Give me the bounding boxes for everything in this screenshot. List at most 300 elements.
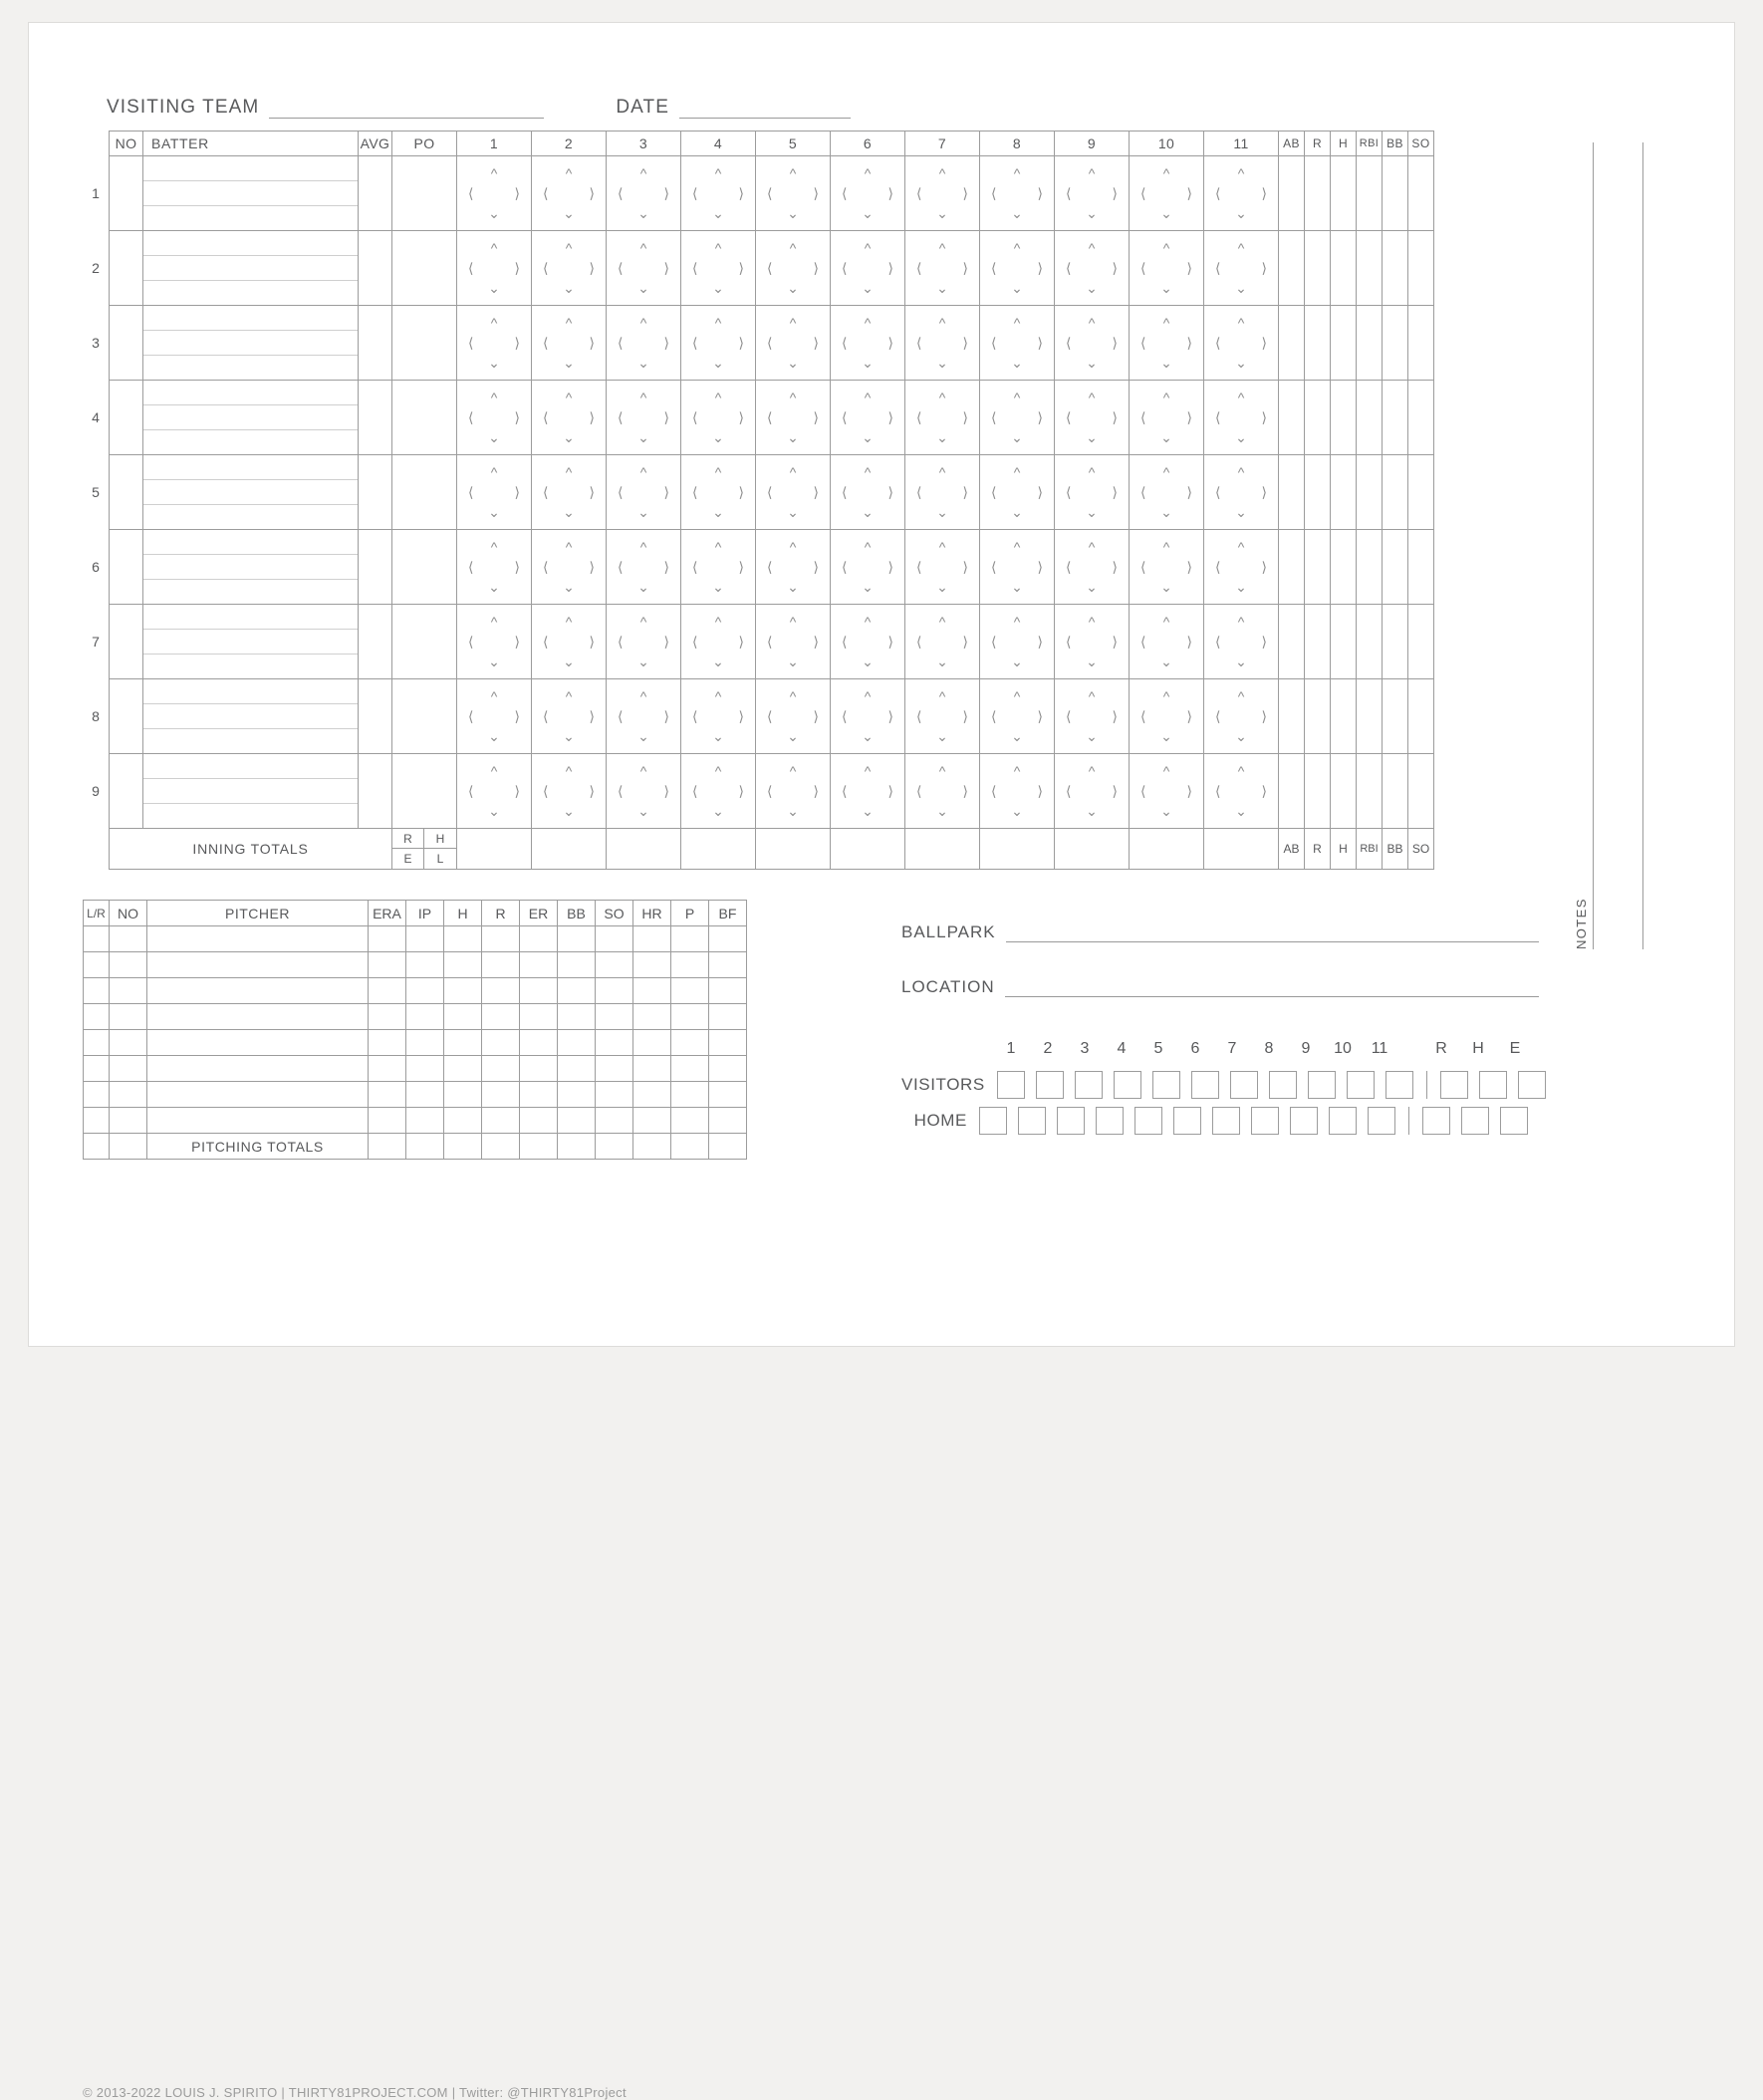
pitching-cell-r[interactable] [482,1082,520,1108]
batter-name-cell[interactable] [143,605,359,679]
diamond-cell-inning-5[interactable] [756,679,831,754]
batter-stat-ab-cell[interactable] [1279,605,1305,679]
batter-stat-ab-cell[interactable] [1279,455,1305,530]
batter-stat-r-cell[interactable] [1305,605,1331,679]
diamond-cell-inning-6[interactable] [831,156,905,231]
pitching-cell-pitcher[interactable] [147,1056,369,1082]
diamond-cell-inning-8[interactable] [980,306,1055,381]
linescore-visitors-inning-6[interactable] [1191,1071,1219,1099]
batter-po-cell[interactable] [392,530,457,605]
pitching-cell-l-r[interactable] [84,1108,110,1134]
diamond-cell-inning-8[interactable] [980,156,1055,231]
batter-name-cell[interactable] [143,754,359,829]
pitching-cell-bf[interactable] [709,978,747,1004]
pitching-cell-hr[interactable] [633,952,671,978]
batter-stat-so-cell[interactable] [1408,231,1434,306]
pitching-cell-p[interactable] [671,1004,709,1030]
batter-stat-bb-cell[interactable] [1383,530,1408,605]
linescore-visitors-inning-7[interactable] [1230,1071,1258,1099]
diamond-cell-inning-6[interactable] [831,530,905,605]
diamond-cell-inning-1[interactable] [457,156,532,231]
diamond-cell-inning-7[interactable] [905,605,980,679]
batter-stat-r-cell[interactable] [1305,679,1331,754]
diamond-cell-inning-1[interactable] [457,306,532,381]
batter-name-cell[interactable] [143,306,359,381]
batter-stat-ab-cell[interactable] [1279,381,1305,455]
batter-stat-ab-cell[interactable] [1279,306,1305,381]
pitching-cell-so[interactable] [596,1004,633,1030]
pitching-cell-h[interactable] [444,1082,482,1108]
batter-stat-rbi-cell[interactable] [1357,754,1383,829]
pt-ip[interactable] [406,1134,444,1160]
pitching-cell-ip[interactable] [406,1056,444,1082]
pitching-cell-no[interactable] [110,926,147,952]
diamond-cell-inning-7[interactable] [905,679,980,754]
linescore-home-inning-5[interactable] [1134,1107,1162,1135]
diamond-cell-inning-9[interactable] [1055,231,1130,306]
pitching-cell-hr[interactable] [633,926,671,952]
diamond-cell-inning-10[interactable] [1130,679,1204,754]
pitching-cell-h[interactable] [444,952,482,978]
batter-stat-r-cell[interactable] [1305,306,1331,381]
diamond-cell-inning-8[interactable] [980,231,1055,306]
pitching-cell-era[interactable] [369,1056,406,1082]
diamond-cell-inning-3[interactable] [607,754,681,829]
pitching-cell-hr[interactable] [633,1056,671,1082]
pt-bf[interactable] [709,1134,747,1160]
pitching-cell-hr[interactable] [633,1004,671,1030]
diamond-cell-inning-8[interactable] [980,455,1055,530]
pitching-cell-so[interactable] [596,952,633,978]
batter-avg-cell[interactable] [359,679,392,754]
linescore-visitors-result-1[interactable] [1440,1071,1468,1099]
batter-no-cell[interactable] [110,605,143,679]
batter-stat-h-cell[interactable] [1331,156,1357,231]
diamond-cell-inning-5[interactable] [756,605,831,679]
batter-avg-cell[interactable] [359,605,392,679]
pitching-cell-h[interactable] [444,926,482,952]
pitching-cell-bf[interactable] [709,926,747,952]
linescore-home-result-3[interactable] [1500,1107,1528,1135]
pitching-cell-era[interactable] [369,1108,406,1134]
linescore-home-inning-6[interactable] [1173,1107,1201,1135]
batter-stat-rbi-cell[interactable] [1357,679,1383,754]
batter-avg-cell[interactable] [359,156,392,231]
pitching-cell-era[interactable] [369,978,406,1004]
pitching-cell-bb[interactable] [558,1056,596,1082]
diamond-cell-inning-9[interactable] [1055,605,1130,679]
pitching-cell-bb[interactable] [558,926,596,952]
linescore-visitors-inning-11[interactable] [1385,1071,1413,1099]
diamond-cell-inning-11[interactable] [1204,381,1279,455]
diamond-cell-inning-2[interactable] [532,455,607,530]
pt-er[interactable] [520,1134,558,1160]
pitching-cell-pitcher[interactable] [147,1108,369,1134]
batter-stat-r-cell[interactable] [1305,754,1331,829]
diamond-cell-inning-8[interactable] [980,530,1055,605]
diamond-cell-inning-9[interactable] [1055,455,1130,530]
pitching-cell-l-r[interactable] [84,1004,110,1030]
pitching-cell-no[interactable] [110,952,147,978]
batter-stat-rbi-cell[interactable] [1357,605,1383,679]
pitching-cell-h[interactable] [444,1030,482,1056]
pitching-cell-bb[interactable] [558,1030,596,1056]
diamond-cell-inning-9[interactable] [1055,381,1130,455]
totals-inning-9[interactable] [1055,829,1130,870]
pitching-cell-er[interactable] [520,978,558,1004]
diamond-cell-inning-11[interactable] [1204,605,1279,679]
pitching-cell-era[interactable] [369,1082,406,1108]
linescore-home-inning-4[interactable] [1096,1107,1124,1135]
pitching-cell-so[interactable] [596,1056,633,1082]
linescore-visitors-inning-4[interactable] [1114,1071,1141,1099]
batter-stat-ab-cell[interactable] [1279,530,1305,605]
pitching-cell-hr[interactable] [633,1030,671,1056]
batter-name-cell[interactable] [143,530,359,605]
diamond-cell-inning-7[interactable] [905,306,980,381]
totals-inning-11[interactable] [1204,829,1279,870]
linescore-home-inning-1[interactable] [979,1107,1007,1135]
batter-stat-so-cell[interactable] [1408,381,1434,455]
pt-p[interactable] [671,1134,709,1160]
pitching-cell-er[interactable] [520,1004,558,1030]
pitching-cell-no[interactable] [110,1030,147,1056]
diamond-cell-inning-8[interactable] [980,679,1055,754]
pitching-cell-so[interactable] [596,1082,633,1108]
batter-avg-cell[interactable] [359,530,392,605]
diamond-cell-inning-5[interactable] [756,530,831,605]
batter-stat-bb-cell[interactable] [1383,754,1408,829]
pitching-cell-ip[interactable] [406,1108,444,1134]
batter-stat-so-cell[interactable] [1408,605,1434,679]
batter-stat-ab-cell[interactable] [1279,679,1305,754]
diamond-cell-inning-6[interactable] [831,605,905,679]
linescore-visitors-inning-5[interactable] [1152,1071,1180,1099]
batter-stat-h-cell[interactable] [1331,231,1357,306]
batter-po-cell[interactable] [392,381,457,455]
linescore-home-inning-8[interactable] [1251,1107,1279,1135]
pitching-cell-so[interactable] [596,926,633,952]
pitching-cell-r[interactable] [482,1030,520,1056]
diamond-cell-inning-1[interactable] [457,754,532,829]
pitching-cell-l-r[interactable] [84,1056,110,1082]
batter-stat-so-cell[interactable] [1408,679,1434,754]
batter-stat-bb-cell[interactable] [1383,605,1408,679]
batter-name-cell[interactable] [143,156,359,231]
batter-stat-r-cell[interactable] [1305,530,1331,605]
diamond-cell-inning-2[interactable] [532,381,607,455]
linescore-visitors-inning-1[interactable] [997,1071,1025,1099]
diamond-cell-inning-1[interactable] [457,381,532,455]
linescore-visitors-inning-8[interactable] [1269,1071,1297,1099]
diamond-cell-inning-8[interactable] [980,381,1055,455]
diamond-cell-inning-11[interactable] [1204,156,1279,231]
pitching-cell-l-r[interactable] [84,978,110,1004]
linescore-visitors-inning-3[interactable] [1075,1071,1103,1099]
batter-stat-bb-cell[interactable] [1383,231,1408,306]
diamond-cell-inning-5[interactable] [756,455,831,530]
pitching-cell-r[interactable] [482,1108,520,1134]
batter-stat-bb-cell[interactable] [1383,306,1408,381]
diamond-cell-inning-9[interactable] [1055,156,1130,231]
diamond-cell-inning-10[interactable] [1130,156,1204,231]
batter-avg-cell[interactable] [359,306,392,381]
pitching-cell-bb[interactable] [558,978,596,1004]
batter-no-cell[interactable] [110,679,143,754]
diamond-cell-inning-6[interactable] [831,455,905,530]
batter-po-cell[interactable] [392,455,457,530]
pt-lr[interactable] [84,1134,110,1160]
diamond-cell-inning-6[interactable] [831,754,905,829]
batter-stat-bb-cell[interactable] [1383,156,1408,231]
pitching-cell-er[interactable] [520,1030,558,1056]
linescore-home-inning-7[interactable] [1212,1107,1240,1135]
diamond-cell-inning-7[interactable] [905,530,980,605]
pitching-cell-p[interactable] [671,1030,709,1056]
linescore-home-result-2[interactable] [1461,1107,1489,1135]
batter-po-cell[interactable] [392,306,457,381]
diamond-cell-inning-6[interactable] [831,306,905,381]
batter-stat-so-cell[interactable] [1408,455,1434,530]
diamond-cell-inning-9[interactable] [1055,754,1130,829]
pitching-cell-so[interactable] [596,1030,633,1056]
diamond-cell-inning-4[interactable] [681,156,756,231]
diamond-cell-inning-3[interactable] [607,530,681,605]
diamond-cell-inning-4[interactable] [681,381,756,455]
batter-no-cell[interactable] [110,530,143,605]
linescore-home-result-1[interactable] [1422,1107,1450,1135]
pitching-cell-era[interactable] [369,1004,406,1030]
batter-po-cell[interactable] [392,754,457,829]
batter-avg-cell[interactable] [359,231,392,306]
batter-stat-h-cell[interactable] [1331,306,1357,381]
diamond-cell-inning-2[interactable] [532,679,607,754]
batter-stat-bb-cell[interactable] [1383,679,1408,754]
batter-no-cell[interactable] [110,455,143,530]
pitching-cell-ip[interactable] [406,952,444,978]
pitching-cell-bb[interactable] [558,952,596,978]
batter-stat-r-cell[interactable] [1305,455,1331,530]
totals-inning-4[interactable] [681,829,756,870]
diamond-cell-inning-5[interactable] [756,231,831,306]
batter-stat-rbi-cell[interactable] [1357,381,1383,455]
pitching-cell-l-r[interactable] [84,952,110,978]
diamond-cell-inning-4[interactable] [681,679,756,754]
date-field[interactable] [679,98,851,119]
pitching-cell-r[interactable] [482,1056,520,1082]
totals-inning-7[interactable] [905,829,980,870]
batter-stat-ab-cell[interactable] [1279,156,1305,231]
batter-stat-rbi-cell[interactable] [1357,156,1383,231]
notes-section[interactable] [1574,142,1650,949]
diamond-cell-inning-1[interactable] [457,605,532,679]
pitching-cell-bb[interactable] [558,1004,596,1030]
pitching-cell-era[interactable] [369,926,406,952]
diamond-cell-inning-10[interactable] [1130,605,1204,679]
batter-name-cell[interactable] [143,679,359,754]
batter-stat-h-cell[interactable] [1331,754,1357,829]
pitching-cell-r[interactable] [482,978,520,1004]
pitching-cell-hr[interactable] [633,1108,671,1134]
diamond-cell-inning-2[interactable] [532,605,607,679]
pitching-cell-ip[interactable] [406,978,444,1004]
totals-inning-10[interactable] [1130,829,1204,870]
batter-stat-rbi-cell[interactable] [1357,231,1383,306]
diamond-cell-inning-10[interactable] [1130,231,1204,306]
batter-stat-r-cell[interactable] [1305,156,1331,231]
linescore-visitors-inning-10[interactable] [1347,1071,1375,1099]
diamond-cell-inning-5[interactable] [756,381,831,455]
batter-po-cell[interactable] [392,605,457,679]
diamond-cell-inning-7[interactable] [905,754,980,829]
diamond-cell-inning-3[interactable] [607,156,681,231]
batter-po-cell[interactable] [392,231,457,306]
diamond-cell-inning-10[interactable] [1130,754,1204,829]
batter-avg-cell[interactable] [359,455,392,530]
batter-no-cell[interactable] [110,306,143,381]
diamond-cell-inning-1[interactable] [457,679,532,754]
pitching-cell-hr[interactable] [633,978,671,1004]
batter-stat-r-cell[interactable] [1305,381,1331,455]
pitching-cell-bb[interactable] [558,1108,596,1134]
diamond-cell-inning-1[interactable] [457,455,532,530]
pitching-cell-p[interactable] [671,952,709,978]
diamond-cell-inning-2[interactable] [532,231,607,306]
batter-avg-cell[interactable] [359,754,392,829]
diamond-cell-inning-2[interactable] [532,306,607,381]
diamond-cell-inning-7[interactable] [905,381,980,455]
diamond-cell-inning-1[interactable] [457,530,532,605]
batter-stat-bb-cell[interactable] [1383,455,1408,530]
pitching-cell-p[interactable] [671,926,709,952]
pt-so[interactable] [596,1134,633,1160]
batter-stat-so-cell[interactable] [1408,754,1434,829]
pitching-cell-ip[interactable] [406,1082,444,1108]
diamond-cell-inning-6[interactable] [831,679,905,754]
pitching-cell-bf[interactable] [709,1030,747,1056]
diamond-cell-inning-3[interactable] [607,231,681,306]
batter-po-cell[interactable] [392,679,457,754]
diamond-cell-inning-6[interactable] [831,381,905,455]
diamond-cell-inning-10[interactable] [1130,530,1204,605]
ballpark-field[interactable] [1006,921,1539,942]
pitching-cell-bf[interactable] [709,1108,747,1134]
batter-stat-h-cell[interactable] [1331,530,1357,605]
pitching-cell-p[interactable] [671,1056,709,1082]
pitching-cell-p[interactable] [671,978,709,1004]
diamond-cell-inning-2[interactable] [532,530,607,605]
batter-stat-r-cell[interactable] [1305,231,1331,306]
linescore-home-inning-10[interactable] [1329,1107,1357,1135]
diamond-cell-inning-5[interactable] [756,306,831,381]
pitching-cell-r[interactable] [482,926,520,952]
pt-r[interactable] [482,1134,520,1160]
batter-no-cell[interactable] [110,156,143,231]
visiting-team-field[interactable] [269,98,544,119]
pitching-cell-l-r[interactable] [84,1030,110,1056]
diamond-cell-inning-5[interactable] [756,156,831,231]
diamond-cell-inning-6[interactable] [831,231,905,306]
batter-stat-so-cell[interactable] [1408,306,1434,381]
diamond-cell-inning-4[interactable] [681,530,756,605]
diamond-cell-inning-11[interactable] [1204,679,1279,754]
diamond-cell-inning-11[interactable] [1204,306,1279,381]
diamond-cell-inning-10[interactable] [1130,306,1204,381]
diamond-cell-inning-10[interactable] [1130,455,1204,530]
location-field[interactable] [1005,976,1539,997]
diamond-cell-inning-3[interactable] [607,381,681,455]
diamond-cell-inning-2[interactable] [532,156,607,231]
pitching-cell-era[interactable] [369,952,406,978]
batter-name-cell[interactable] [143,231,359,306]
diamond-cell-inning-4[interactable] [681,754,756,829]
diamond-cell-inning-4[interactable] [681,306,756,381]
pitching-cell-so[interactable] [596,978,633,1004]
pitching-cell-h[interactable] [444,978,482,1004]
pitching-cell-bf[interactable] [709,1082,747,1108]
pitching-cell-so[interactable] [596,1108,633,1134]
pitching-cell-bf[interactable] [709,952,747,978]
pt-h[interactable] [444,1134,482,1160]
pitching-cell-no[interactable] [110,978,147,1004]
pitching-cell-pitcher[interactable] [147,1030,369,1056]
pitching-cell-ip[interactable] [406,926,444,952]
linescore-home-inning-2[interactable] [1018,1107,1046,1135]
diamond-cell-inning-3[interactable] [607,455,681,530]
pt-hr[interactable] [633,1134,671,1160]
diamond-cell-inning-7[interactable] [905,231,980,306]
pitching-cell-er[interactable] [520,1108,558,1134]
diamond-cell-inning-2[interactable] [532,754,607,829]
pitching-cell-pitcher[interactable] [147,1082,369,1108]
totals-inning-8[interactable] [980,829,1055,870]
totals-inning-2[interactable] [532,829,607,870]
linescore-home-inning-3[interactable] [1057,1107,1085,1135]
batter-stat-h-cell[interactable] [1331,381,1357,455]
totals-inning-1[interactable] [457,829,532,870]
pitching-cell-bf[interactable] [709,1004,747,1030]
totals-inning-6[interactable] [831,829,905,870]
pitching-cell-pitcher[interactable] [147,1004,369,1030]
pitching-cell-er[interactable] [520,1056,558,1082]
pitching-cell-pitcher[interactable] [147,978,369,1004]
diamond-cell-inning-10[interactable] [1130,381,1204,455]
batter-stat-h-cell[interactable] [1331,605,1357,679]
batter-name-cell[interactable] [143,455,359,530]
batter-avg-cell[interactable] [359,381,392,455]
pitching-cell-ip[interactable] [406,1030,444,1056]
totals-inning-3[interactable] [607,829,681,870]
pt-no[interactable] [110,1134,147,1160]
pitching-cell-no[interactable] [110,1056,147,1082]
diamond-cell-inning-9[interactable] [1055,306,1130,381]
pitching-cell-bf[interactable] [709,1056,747,1082]
linescore-home-inning-11[interactable] [1368,1107,1395,1135]
diamond-cell-inning-9[interactable] [1055,530,1130,605]
diamond-cell-inning-11[interactable] [1204,754,1279,829]
batter-stat-rbi-cell[interactable] [1357,530,1383,605]
batter-stat-so-cell[interactable] [1408,156,1434,231]
pitching-cell-er[interactable] [520,952,558,978]
pitching-cell-l-r[interactable] [84,1082,110,1108]
diamond-cell-inning-8[interactable] [980,605,1055,679]
pitching-cell-r[interactable] [482,1004,520,1030]
diamond-cell-inning-5[interactable] [756,754,831,829]
pitching-cell-p[interactable] [671,1108,709,1134]
pitching-cell-r[interactable] [482,952,520,978]
batter-stat-h-cell[interactable] [1331,679,1357,754]
pt-era[interactable] [369,1134,406,1160]
